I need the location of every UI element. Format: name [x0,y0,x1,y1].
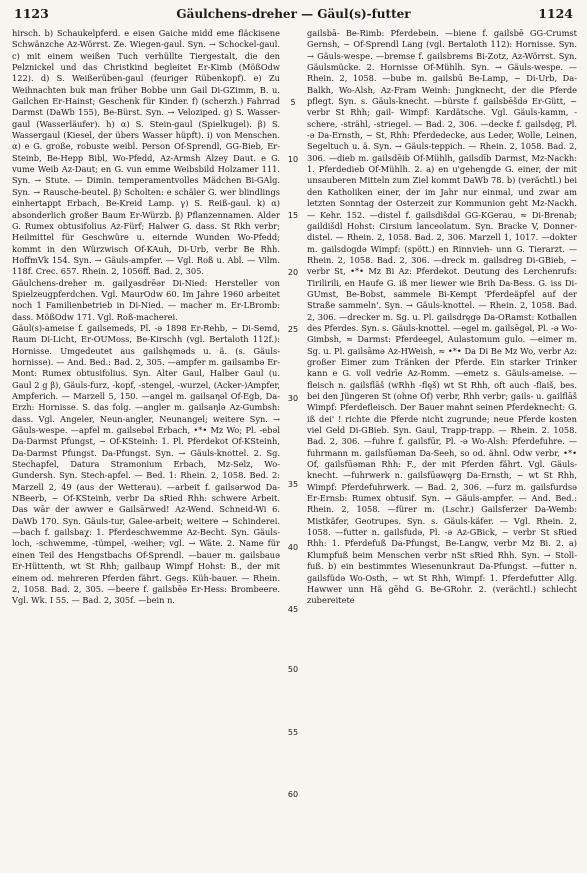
line-number: 15 [287,211,299,220]
entry-gaeuls-bein-to-futter: gailsbā- Be-Rimb: Pferdebein. —biene f. gailsbē GG-Crumst Gernsh, ~ Of-Sprendl Lang (vgl. Bertaloth 112): Hornisse. Syn. → Gäuls-wespe. —bremse f. gailsbrems Bi-Zotz, Az-Wörrst. Syn. Gäulsmücke. 2. Hornisse Of-Mühlh. Syn. → Gäuls-wespe. — Rhein. 2, 1058. —bube m. gailsbū Be-Lamp, ~ Di-Urb, Da-Balkh, Wo-Alsh, Az-Fram Weinh: Jungknecht, der die Pferde pflegt. Syn. s. Gäuls-knecht. —bürste f. gailsbēšdǝ Er-Gütt, ~ verbr St Rhh; gail- Wimpf: Kardätsche. Vgl. Gäuls-kamm, -schere, -strähl, -striegel. — Bad. 2, 306. —decke f. gailsdęg, Pl. -ǝ Da-Ernsth, ~ St, Rhh: Pferdedecke, aus Leder, Wolle, Leinen, Segeltuch u. ä. Syn. → Gäuls-teppich. — Rhein. 2, 1058. Bad. 2, 306. —dieb m. gailsdēib Of-Mühlh, gailsdīb Darmst, Mz-Nackh: 1. Pferdedieb Of-Mühlh. 2. a) en u'gehengde G. einer, der mit unsauberen Mitteln zum Ziel kommt DaWb 78. b) (verächtl.) bei den Katholiken einer, der im Jahr nur einmal, und zwar am letzten Sonntag der Osterzeit zur Kommunion geht Mz-Nackh. — Kehr. 152. —distel f. gailsdišdǝl GG-KGerau, ≈ Di-Brenab; gaildišdl Hohst: Cirsium lanceolatum. Syn. Bracke V, Donner-distel. — Rhein. 2, 1058. Bad. 2, 306. Marzell 1, 1017. —dokter m. gailsdogdǝ Wimpf: (spött.) en Rinnvieh- unn G. Tierarzt. — Rhein. 2, 1058. Bad. 2, 306. —dreck m. gailsdreg Di-GBieb, ~ verbr St, •*• Mz Bi Az: Pferdekot. Deutung des Lerchenrufs: Tirilirili, en Haufe G. iß mer liewer wie Brih Da-Bess. G. iss Di-GUmst, Be-Bobst, sammele Bi-Kempt 'Pferdeäpfel auf der Straße sammeln'. Syn. → Gäuls-knottel. — Rhein. 2, 1058. Bad. 2, 306. —drecker m. Sg. u. Pl. gailsdręgǝ Da-ORamst: Kotballen des Pferdes. Syn. s. Gäuls-knottel. —egel m. gailsēgǝl, Pl. -ǝ Wo-Gimbsh, ≈ Darmst: Pferdeegel, Aulastomum gulo. —eimer m. Sg. u. Pl. gailsāmǝ Az-HWeish, ≈ •*• Da Di Be Mz Wo, verbr Az: großer Eimer zum Tränken der Pferde. Ein starker Trinker kann e G. voll vedrīe Az-Romm. —emetz s. Gäuls-ameise. —fleisch n. gailsflāš (wRhh -flęš) wt St Rhh, oft auch -flaiš, bes. bei den Jüngeren St (ohne Of) verbr, Rhh verbr; gails- u. gailflāš Wimpf: Pferdefleisch. Der Bauer mahnt seinen Pferdeknecht: G. iß dei' ! richte die Pferde nicht zugrunde; neue Pferde kosten viel Geld Di-GBieb. Syn. Gaul, Trapp-trapp. — Rhein. 2. 1058. Bad. 2, 306. —fuhre f. gailsfūr, Pl. -ǝ Wo-Alsh: Pferdefuhre. —fuhrmann m. gailsfūǝman Da-Seeh, so od. ähnl. Odw verbr, •*• Of, gailsfūǝman Rhh: F., der mit Pferden fährt. Vgl. Gäuls-knecht. —fuhrwerk n. gailsfūǝwęrg Da-Ernsth, ~ wt St Rhh, Wimpf: Pferdefuhrwerk. — Bad. 2, 306. —furz m. gailsfurdsǝ Er-Ernsb: Rumex obtusif. Syn. → Gäuls-ampfer. — And. Bed.: Rhein. 2, 1058. —fürer m. (Lschr.) Gailsferzer Da-Wemb: Mistkäfer, Geotrupes. Syn. s. Gäuls-käfer. — Vgl. Rhein. 2, 1058. —futter n. gailsfudǝ, Pl. -ǝ Az-GBick, ~ verbr St sRied Rhh: 1. Pferdefuß Da-Pfungst, Be-Langw, verbr Mz Bi. 2. a) Klumpfuß beim Menschen verbr nSt sRied Rhh. Syn. → Stoll-fuß. b) ein bestimmtes Wiesenunkraut Da-Pfungst. —futter n. gailsfüdǝ Wo-Osth, ~ wt St Rhh, Wimpf: 1. Pferdefutter Allg. Hawwer unn Hä gēhd G. Be-GRohr. 2. (verächtl.) schlecht zubereitete [307,28,577,606]
line-number: 50 [287,665,299,674]
line-number: 5 [290,98,296,107]
line-number: 25 [287,325,299,334]
line-number: 55 [287,728,299,737]
line-number: 10 [287,155,299,164]
line-number: 60 [287,790,299,799]
left-column [12,28,280,607]
running-title: Gäulchens-dreher — Gäul(s)-futter [176,7,411,21]
line-number: 20 [287,268,299,277]
entry-gaeuls-ameise: Gäul(s)-ameise f. gailsemeds, Pl. -ǝ 1898 Er-Rehb, ~ Di-Semd, Raum Di-Licht, Er-OUMoss, Be-Kirschh (vgl. Bertaloth 112f.): Hornisse. Umgedeutet aus gailshęmǝds u. ä. (s. Gäuls-hornisse). — And. Bed.: Bad. 2, 305. —ampfer m. gailsambǝ Er-Mont: Rumex obtusifolius. Syn. Alter Gaul, Halber Gaul (u. Gaul 2 g β), Gäuls-furz, -kopf, -stengel, -wurzel, (Acker-)Ampfer, Ampferich. — Marzell 5, 150. —angel m. gailsaηǝl Of-Egb, Da-Erzh: Hornisse. S. das folg. —angler m. gailsaηlǝ Az-Gumbsh: dass. Vgl. Angeler, Neun-angler, Neunangel; weitere Syn. → Gäuls-wespe. —apfel m. gailsebǝl Erbach, •*• Mz Wo; Pl. -ebǝl Da-Darmst Pfungst, ~ Of-KSteinh: 1. Pl. Pferdekot Of-KSteinh, Da-Darmst Pfungst. Da-Pfungst. Syn. → Gäuls-knottel. 2. Sg. Stechapfel, Datura Stramonium Erbach, Mz-Selz, Wo-Gundersh. Syn. Stech-apfel. — Bed. 1: Rhein. 2, 1058. Bed. 2: Marzell 2, 49 (aus der Wetterau). —arbeit f. gailsǝrwod Da-NBeerb, ~ Of-KSteinh, verbr Da sRied Rhh: schwere Arbeit. Das wār der awwer e Gailsārwed! Az-Wend. Schneid-Wi 6. DaWb 170. Syn. Gäuls-tur, Galee-arbeit; weitere → Schinderei. —bach f. gailsbaχ: 1. Pferdeschwemme Az-Becht. Syn. Gäuls-loch, -schwemme, -tümpel, -weiher; vgl. → Wäte. 2. Name für einen Teil des Hengstbachs Of-Sprendl. —bauer m. gailsbauǝ Er-Hüttenth, wt St Rhh; gailbaup Wimpf Hohst: B., der mit einem od. mehreren Pferden fährt. Gegs. Küh-bauer. — Rhein. 2, 1058. Bad. 2, 305. —beere f. gailsbēǝ Er-Hess: Brombeere. Vgl. Wk. I 55. — Bad. 2, 305f. —bein n. [12,322,280,606]
line-number: 45 [287,605,299,614]
line-number: 35 [287,480,299,489]
line-number: 30 [287,394,299,403]
entry-gaul-continued: hirsch. b) Schaukelpferd. e eisen Gaiche midd eme fläckisene Schwänzche Az-Wörrst. Ze. Wiegen-gaul. Syn. → Schockel-gaul. c) mit einem weißen Tuch verhüllte Tiergestalt, die den Pelznickel und das Christkind begleitet Er-Kimb (MößOdw 122). d) S. Weißerüben-gaul (feuriger Rübenkopf). e) Zu Weihnachten buk man früher Bobbe unn Gail Di-GZimm, B. u. Gailchen Er-Hainst; Geschenk für Kinder. f) (scherzh.) Fahrrad Darmst (DaWb 155), Be-Bürst. Syn. → Veloziped. g) S. Wasser-gaul (Wasserläufer). h) α) S. Stein-gaul (Spielkugel). β) S. Wassergaul (Kiesel, der übers Wasser hüpft). i) von Menschen. α) e G. große, robuste weibl. Person Of-Sprendl, GG-Bieb, Er-Steinb, Be-Hepp Bibl, Wo-Pfedd, Az-Armsh Alzey Daut. e G. vume Weib Az-Daut; en G. vun emme Weibsbild Holzamer 111. Syn. → Stute. — Dimin. temperamentvolles Mädchen Bi-GAlg. Syn. → Rausche-beutel. β) Scholten: e schäler G. wer blindlings einhertappt Erbach, Be-Kreid Lamp. γ) S. Reiß-gaul. k) α) absonderlich großer Baum Er-Würzb. β) Pflanzennamen. Alder G. Rumex obtusifolius Az-Fürf; Halwer G. dass. St Rkh verbr; Heilmittel für Geschwüre u. eiternde Wunden Wo-Pfedd; kommt in den Würzwisch Of-KAuh, Di-Urb, verbr Be Rhh. HoffmVk 154. Syn. → Gäuls-ampfer. — Vgl. Roß u. Abl. — Vilm. 118f. Crec. 657. Rhein. 2, 1056ff. Bad. 2, 305. [12,28,280,277]
page-number-left: 1123 [14,6,49,21]
page-number-right: 1124 [538,6,573,21]
entry-gaeulchens-dreher: Gäulchens-dreher m. gailχǝsdrēǝr Di-Nied: Hersteller von Spielzeugpferdchen. Vgl. MaurOdw 60. Im Jahre 1960 arbeitet noch 1 Familienbetrieb in Di-Nied. — macher m. Er-LBromb: dass. MößOdw 171. Vgl. Roß-macherei. [12,277,280,322]
line-number: 40 [287,543,299,552]
page-header [14,6,573,26]
right-column [307,28,577,607]
